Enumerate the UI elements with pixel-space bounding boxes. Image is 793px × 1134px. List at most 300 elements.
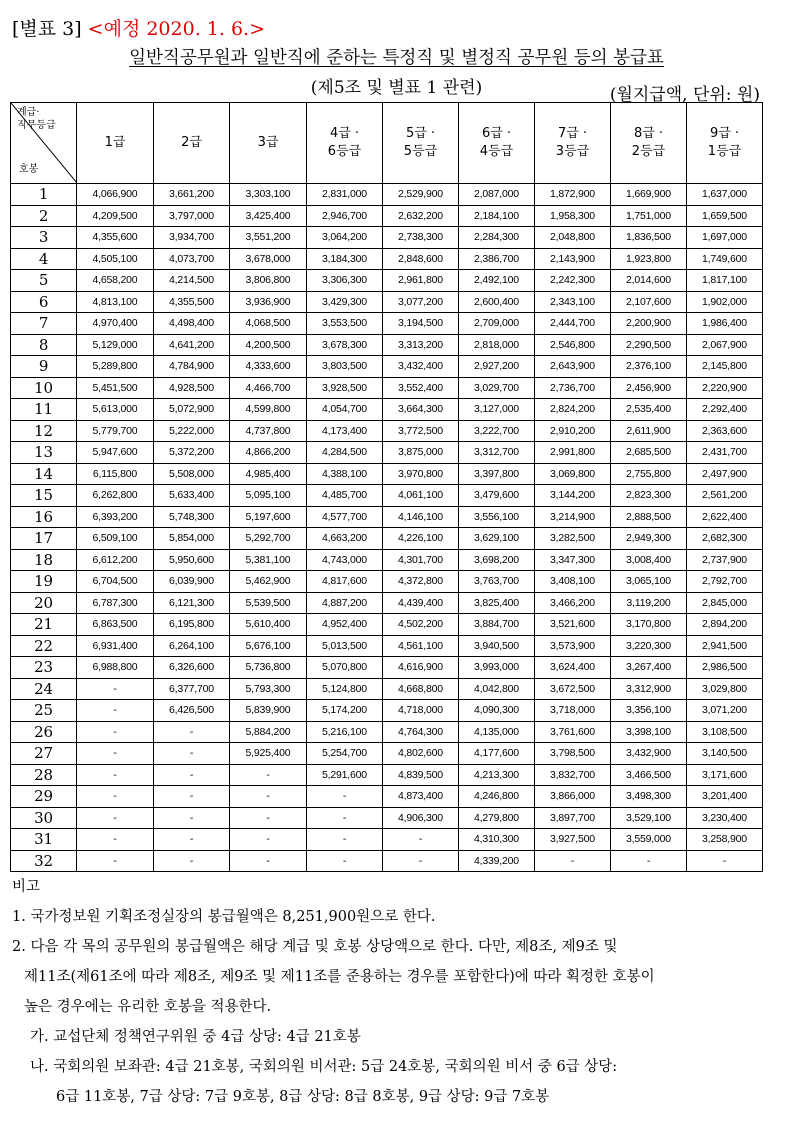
salary-cell: - <box>687 850 763 872</box>
salary-cell: 3,934,700 <box>154 227 230 249</box>
salary-cell: 2,682,300 <box>687 528 763 550</box>
salary-cell: - <box>307 786 383 808</box>
salary-cell: 1,923,800 <box>611 248 687 270</box>
salary-cell: 1,659,500 <box>687 205 763 227</box>
salary-cell: 5,197,600 <box>230 506 307 528</box>
salary-cell: 3,119,200 <box>611 592 687 614</box>
salary-cell: 4,505,100 <box>77 248 154 270</box>
column-header-line: 9급 · <box>709 126 740 141</box>
note-2-na-line1: 나. 국회의원 보좌관: 4급 21호봉, 국회의원 비서관: 5급 24호봉, 국회의원 비서 중 6급 상당: <box>30 1059 618 1075</box>
salary-cell: 3,144,200 <box>535 485 611 507</box>
column-header <box>459 103 535 184</box>
step-cell: 10 <box>11 377 77 399</box>
column-header-line: 6등급 <box>327 144 362 159</box>
salary-cell: 4,952,400 <box>307 614 383 636</box>
salary-cell: 2,343,100 <box>535 291 611 313</box>
salary-cell: 2,292,400 <box>687 399 763 421</box>
salary-cell: - <box>154 829 230 851</box>
salary-cell: 2,991,800 <box>535 442 611 464</box>
salary-cell: 5,839,900 <box>230 700 307 722</box>
salary-cell: 3,029,800 <box>687 678 763 700</box>
salary-cell: 4,355,500 <box>154 291 230 313</box>
salary-cell: 3,397,800 <box>459 463 535 485</box>
step-cell: 21 <box>11 614 77 636</box>
salary-cell: 2,831,000 <box>307 184 383 206</box>
salary-cell: - <box>154 721 230 743</box>
salary-cell: 3,559,000 <box>611 829 687 851</box>
column-header-line: 6급 · <box>481 126 512 141</box>
salary-cell: 4,372,800 <box>383 571 459 593</box>
salary-cell: 2,888,500 <box>611 506 687 528</box>
salary-cell: 3,940,500 <box>459 635 535 657</box>
salary-cell: 3,194,500 <box>383 313 459 335</box>
salary-cell: 6,612,200 <box>77 549 154 571</box>
table-row <box>11 248 763 270</box>
salary-cell: 4,279,800 <box>459 807 535 829</box>
salary-cell: - <box>77 743 154 765</box>
amendment-date: <예정 2020. 1. 6.> <box>87 18 265 40</box>
step-cell: 23 <box>11 657 77 679</box>
salary-cell: 4,333,600 <box>230 356 307 378</box>
salary-cell: 5,539,500 <box>230 592 307 614</box>
salary-cell: 3,718,000 <box>535 700 611 722</box>
salary-cell: 3,866,000 <box>535 786 611 808</box>
salary-cell: 3,258,900 <box>687 829 763 851</box>
salary-cell: 5,216,100 <box>307 721 383 743</box>
salary-cell: 6,426,500 <box>154 700 230 722</box>
table-row <box>11 313 763 335</box>
column-header-line: 5급 · <box>405 126 436 141</box>
salary-cell: 3,928,500 <box>307 377 383 399</box>
salary-cell: 2,792,700 <box>687 571 763 593</box>
salary-cell: 2,497,900 <box>687 463 763 485</box>
salary-cell: 2,632,200 <box>383 205 459 227</box>
salary-cell: - <box>611 850 687 872</box>
salary-cell: 3,201,400 <box>687 786 763 808</box>
salary-cell: 2,824,200 <box>535 399 611 421</box>
salary-cell: 2,894,200 <box>687 614 763 636</box>
salary-cell: 4,839,500 <box>383 764 459 786</box>
salary-cell: - <box>77 678 154 700</box>
salary-cell: 2,685,500 <box>611 442 687 464</box>
salary-cell: 3,220,300 <box>611 635 687 657</box>
salary-cell: 4,985,400 <box>230 463 307 485</box>
salary-cell: 5,292,700 <box>230 528 307 550</box>
salary-cell: 2,927,200 <box>459 356 535 378</box>
salary-cell: 5,291,600 <box>307 764 383 786</box>
salary-cell: - <box>230 807 307 829</box>
salary-cell: 3,672,500 <box>535 678 611 700</box>
salary-cell: 5,854,000 <box>154 528 230 550</box>
salary-cell: 4,928,500 <box>154 377 230 399</box>
salary-cell: 3,214,900 <box>535 506 611 528</box>
salary-cell: 1,749,600 <box>687 248 763 270</box>
document-subtitle: (제5조 및 별표 1 관련) <box>310 78 483 98</box>
salary-cell: 5,070,800 <box>307 657 383 679</box>
salary-cell: 3,303,100 <box>230 184 307 206</box>
table-row <box>11 786 763 808</box>
table-row <box>11 205 763 227</box>
step-cell: 29 <box>11 786 77 808</box>
salary-cell: 3,993,000 <box>459 657 535 679</box>
salary-cell: 2,941,500 <box>687 635 763 657</box>
attachment-label <box>12 14 265 41</box>
salary-cell: 3,069,800 <box>535 463 611 485</box>
salary-cell: 2,818,000 <box>459 334 535 356</box>
salary-cell: 3,552,400 <box>383 377 459 399</box>
salary-cell: 6,115,800 <box>77 463 154 485</box>
salary-cell: 2,431,700 <box>687 442 763 464</box>
salary-cell: 2,910,200 <box>535 420 611 442</box>
salary-cell: 4,802,600 <box>383 743 459 765</box>
salary-cell: 5,174,200 <box>307 700 383 722</box>
salary-cell: 2,363,600 <box>687 420 763 442</box>
salary-cell: 6,377,700 <box>154 678 230 700</box>
salary-cell: - <box>154 764 230 786</box>
step-cell: 7 <box>11 313 77 335</box>
step-cell: 14 <box>11 463 77 485</box>
salary-cell: 5,633,400 <box>154 485 230 507</box>
salary-cell: 4,209,500 <box>77 205 154 227</box>
salary-cell: 3,936,900 <box>230 291 307 313</box>
column-header <box>307 103 383 184</box>
salary-cell: 4,339,200 <box>459 850 535 872</box>
salary-cell: 5,222,000 <box>154 420 230 442</box>
salary-cell: 3,661,200 <box>154 184 230 206</box>
column-header-line: 4급 · <box>329 126 360 141</box>
salary-cell: 3,230,400 <box>687 807 763 829</box>
salary-cell: 2,145,800 <box>687 356 763 378</box>
salary-cell: 5,736,800 <box>230 657 307 679</box>
salary-cell: 1,872,900 <box>535 184 611 206</box>
step-cell: 30 <box>11 807 77 829</box>
salary-cell: 3,170,800 <box>611 614 687 636</box>
salary-cell: 4,663,200 <box>307 528 383 550</box>
salary-cell: 1,751,000 <box>611 205 687 227</box>
salary-cell: 5,610,400 <box>230 614 307 636</box>
column-header-line: 1급 <box>104 135 126 150</box>
salary-cell: 3,432,900 <box>611 743 687 765</box>
salary-cell: 1,986,400 <box>687 313 763 335</box>
document-title <box>0 44 793 69</box>
salary-cell: 4,042,800 <box>459 678 535 700</box>
salary-cell: 5,289,800 <box>77 356 154 378</box>
salary-cell: 3,798,500 <box>535 743 611 765</box>
salary-cell: 2,546,800 <box>535 334 611 356</box>
salary-cell: 4,784,900 <box>154 356 230 378</box>
salary-cell: 2,737,900 <box>687 549 763 571</box>
table-row <box>11 291 763 313</box>
salary-cell: 3,761,600 <box>535 721 611 743</box>
salary-cell: 5,748,300 <box>154 506 230 528</box>
salary-cell: 3,312,900 <box>611 678 687 700</box>
salary-cell: 5,508,000 <box>154 463 230 485</box>
salary-cell: 4,737,800 <box>230 420 307 442</box>
column-header-line: 1등급 <box>707 144 742 159</box>
salary-cell: 2,611,900 <box>611 420 687 442</box>
step-cell: 31 <box>11 829 77 851</box>
salary-cell: 2,946,700 <box>307 205 383 227</box>
table-header-row <box>11 103 763 184</box>
table-row <box>11 420 763 442</box>
salary-cell: - <box>77 700 154 722</box>
note-2-line2: 제11조(제61조에 따라 제8조, 제9조 및 제11조를 준용하는 경우를 포함한다)에 따라 획정한 호봉이 <box>24 969 655 985</box>
step-cell: 5 <box>11 270 77 292</box>
salary-cell: 4,439,400 <box>383 592 459 614</box>
column-header <box>77 103 154 184</box>
salary-cell: 4,718,000 <box>383 700 459 722</box>
step-cell: 19 <box>11 571 77 593</box>
column-header-line: 8급 · <box>633 126 664 141</box>
salary-cell: 4,561,100 <box>383 635 459 657</box>
column-header-line: 2등급 <box>631 144 666 159</box>
salary-cell: 4,173,400 <box>307 420 383 442</box>
salary-cell: 5,095,100 <box>230 485 307 507</box>
notes-heading: 비고 <box>12 879 41 895</box>
salary-cell: 3,553,500 <box>307 313 383 335</box>
table-row <box>11 334 763 356</box>
salary-cell: 5,381,100 <box>230 549 307 571</box>
step-cell: 22 <box>11 635 77 657</box>
salary-cell: 4,284,500 <box>307 442 383 464</box>
salary-cell: - <box>154 743 230 765</box>
salary-cell: 2,184,100 <box>459 205 535 227</box>
step-cell: 12 <box>11 420 77 442</box>
salary-cell: - <box>230 829 307 851</box>
salary-cell: 3,184,300 <box>307 248 383 270</box>
salary-cell: 4,073,700 <box>154 248 230 270</box>
salary-cell: 3,306,300 <box>307 270 383 292</box>
salary-cell: 2,386,700 <box>459 248 535 270</box>
salary-cell: 2,736,700 <box>535 377 611 399</box>
salary-cell: 3,466,500 <box>611 764 687 786</box>
salary-cell: 3,927,500 <box>535 829 611 851</box>
step-cell: 16 <box>11 506 77 528</box>
corner-bottom-label: 호봉 <box>19 164 39 175</box>
salary-cell: 3,797,000 <box>154 205 230 227</box>
table-row <box>11 592 763 614</box>
salary-cell: 3,629,100 <box>459 528 535 550</box>
salary-cell: 4,873,400 <box>383 786 459 808</box>
table-row <box>11 184 763 206</box>
salary-cell: - <box>77 721 154 743</box>
step-cell: 27 <box>11 743 77 765</box>
salary-cell: 2,600,400 <box>459 291 535 313</box>
salary-cell: 4,177,600 <box>459 743 535 765</box>
salary-cell: 1,958,300 <box>535 205 611 227</box>
salary-cell: - <box>230 850 307 872</box>
note-2-line1: 2. 다음 각 목의 공무원의 봉급월액은 해당 계급 및 호봉 상당액으로 한다. 다만, 제8조, 제9조 및 <box>12 939 618 955</box>
salary-cell: 4,213,300 <box>459 764 535 786</box>
salary-cell: 4,887,200 <box>307 592 383 614</box>
table-row <box>11 850 763 872</box>
salary-cell: 5,129,000 <box>77 334 154 356</box>
table-row <box>11 829 763 851</box>
salary-cell: 3,077,200 <box>383 291 459 313</box>
salary-cell: 4,502,200 <box>383 614 459 636</box>
salary-cell: 5,372,200 <box>154 442 230 464</box>
salary-cell: 3,884,700 <box>459 614 535 636</box>
note-2-line3: 높은 경우에는 유리한 호봉을 적용한다. <box>24 999 272 1015</box>
salary-cell: 3,347,300 <box>535 549 611 571</box>
salary-cell: 2,848,600 <box>383 248 459 270</box>
table-body <box>11 184 763 872</box>
salary-cell: 3,970,800 <box>383 463 459 485</box>
document-title-text: 일반직공무원과 일반직에 준하는 특정직 및 별정직 공무원 등의 봉급표 <box>129 48 664 68</box>
salary-cell: 4,355,600 <box>77 227 154 249</box>
table-row <box>11 657 763 679</box>
salary-cell: 2,444,700 <box>535 313 611 335</box>
salary-cell: 3,698,200 <box>459 549 535 571</box>
salary-table <box>10 102 763 872</box>
salary-cell: - <box>307 829 383 851</box>
salary-cell: 4,214,500 <box>154 270 230 292</box>
salary-cell: 2,048,800 <box>535 227 611 249</box>
salary-cell: 3,029,700 <box>459 377 535 399</box>
salary-cell: 4,641,200 <box>154 334 230 356</box>
salary-cell: 2,561,200 <box>687 485 763 507</box>
step-cell: 17 <box>11 528 77 550</box>
salary-cell: 3,064,200 <box>307 227 383 249</box>
step-cell: 25 <box>11 700 77 722</box>
salary-cell: 4,668,800 <box>383 678 459 700</box>
salary-cell: 5,462,900 <box>230 571 307 593</box>
salary-cell: 6,509,100 <box>77 528 154 550</box>
salary-cell: 5,124,800 <box>307 678 383 700</box>
note-1: 1. 국가정보원 기획조정실장의 봉급월액은 8,251,900원으로 한다. <box>12 909 436 925</box>
step-cell: 1 <box>11 184 77 206</box>
salary-cell: 4,066,900 <box>77 184 154 206</box>
salary-cell: 3,521,600 <box>535 614 611 636</box>
salary-cell: 1,669,900 <box>611 184 687 206</box>
salary-cell: 5,779,700 <box>77 420 154 442</box>
step-cell: 9 <box>11 356 77 378</box>
salary-cell: 2,492,100 <box>459 270 535 292</box>
salary-cell: 4,388,100 <box>307 463 383 485</box>
column-header-line: 5등급 <box>403 144 438 159</box>
salary-cell: 3,071,200 <box>687 700 763 722</box>
column-header <box>535 103 611 184</box>
salary-cell: 2,242,300 <box>535 270 611 292</box>
salary-cell: 4,068,500 <box>230 313 307 335</box>
table-row <box>11 485 763 507</box>
salary-cell: 4,599,800 <box>230 399 307 421</box>
salary-cell: 2,014,600 <box>611 270 687 292</box>
salary-cell: 5,947,600 <box>77 442 154 464</box>
salary-cell: 2,535,400 <box>611 399 687 421</box>
salary-cell: 3,108,500 <box>687 721 763 743</box>
salary-cell: 6,863,500 <box>77 614 154 636</box>
salary-cell: 6,931,400 <box>77 635 154 657</box>
salary-cell: 1,697,000 <box>687 227 763 249</box>
salary-cell: 1,637,000 <box>687 184 763 206</box>
salary-cell: - <box>154 786 230 808</box>
salary-cell: 3,551,200 <box>230 227 307 249</box>
salary-cell: - <box>77 829 154 851</box>
step-cell: 15 <box>11 485 77 507</box>
table-row <box>11 743 763 765</box>
salary-cell: 3,875,000 <box>383 442 459 464</box>
salary-cell: - <box>77 807 154 829</box>
table-row <box>11 506 763 528</box>
salary-cell: 3,529,100 <box>611 807 687 829</box>
note-2-na-line2: 6급 11호봉, 7급 상당: 7급 9호봉, 8급 상당: 8급 8호봉, 9급 상당: 9급 7호봉 <box>56 1089 550 1105</box>
step-cell: 18 <box>11 549 77 571</box>
salary-cell: 6,988,800 <box>77 657 154 679</box>
salary-cell: 4,616,900 <box>383 657 459 679</box>
salary-cell: 4,061,100 <box>383 485 459 507</box>
salary-cell: 4,764,300 <box>383 721 459 743</box>
salary-cell: 3,678,000 <box>230 248 307 270</box>
column-header-line: 2급 <box>181 135 202 150</box>
salary-cell: 5,950,600 <box>154 549 230 571</box>
column-header <box>154 103 230 184</box>
salary-cell: 4,466,700 <box>230 377 307 399</box>
table-row <box>11 571 763 593</box>
salary-cell: 4,906,300 <box>383 807 459 829</box>
step-cell: 32 <box>11 850 77 872</box>
table-row <box>11 721 763 743</box>
salary-cell: - <box>230 764 307 786</box>
salary-cell: 2,643,900 <box>535 356 611 378</box>
salary-cell: 6,326,600 <box>154 657 230 679</box>
salary-cell: 6,787,300 <box>77 592 154 614</box>
salary-cell: 3,479,600 <box>459 485 535 507</box>
step-cell: 4 <box>11 248 77 270</box>
step-cell: 8 <box>11 334 77 356</box>
unit-note: (월지급액, 단위: 원) <box>609 85 760 105</box>
table-row <box>11 807 763 829</box>
salary-cell: 4,743,000 <box>307 549 383 571</box>
column-header <box>611 103 687 184</box>
salary-cell: 2,529,900 <box>383 184 459 206</box>
column-header <box>687 103 763 184</box>
salary-cell: 3,425,400 <box>230 205 307 227</box>
salary-cell: 5,613,000 <box>77 399 154 421</box>
salary-cell: 4,485,700 <box>307 485 383 507</box>
salary-cell: 3,429,300 <box>307 291 383 313</box>
salary-cell: 3,171,600 <box>687 764 763 786</box>
column-header-line: 3급 <box>257 135 279 150</box>
salary-cell: 2,376,100 <box>611 356 687 378</box>
salary-cell: 3,267,400 <box>611 657 687 679</box>
salary-cell: 6,039,900 <box>154 571 230 593</box>
salary-cell: 3,222,700 <box>459 420 535 442</box>
salary-cell: 3,008,400 <box>611 549 687 571</box>
salary-cell: 3,664,300 <box>383 399 459 421</box>
salary-cell: 3,282,500 <box>535 528 611 550</box>
salary-cell: 2,220,900 <box>687 377 763 399</box>
salary-cell: 6,262,800 <box>77 485 154 507</box>
salary-cell: 3,763,700 <box>459 571 535 593</box>
salary-cell: 1,902,000 <box>687 291 763 313</box>
salary-cell: 3,806,800 <box>230 270 307 292</box>
table-row <box>11 614 763 636</box>
salary-cell: 2,456,900 <box>611 377 687 399</box>
step-cell: 20 <box>11 592 77 614</box>
corner-cell <box>11 103 77 184</box>
salary-cell: 4,226,100 <box>383 528 459 550</box>
table-row <box>11 356 763 378</box>
salary-cell: 3,398,100 <box>611 721 687 743</box>
table-row <box>11 442 763 464</box>
salary-cell: - <box>77 764 154 786</box>
salary-cell: 6,704,500 <box>77 571 154 593</box>
salary-cell: 6,121,300 <box>154 592 230 614</box>
salary-cell: 3,127,000 <box>459 399 535 421</box>
salary-cell: - <box>154 850 230 872</box>
salary-cell: 1,817,100 <box>687 270 763 292</box>
